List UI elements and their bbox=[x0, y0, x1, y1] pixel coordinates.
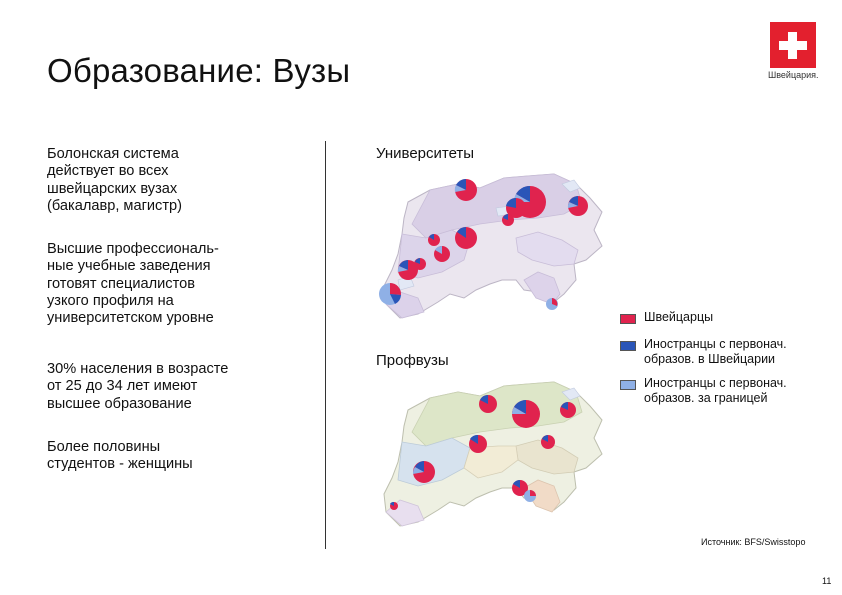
legend-label: Иностранцы с первонач. bbox=[644, 337, 787, 351]
legend-label: Швейцарцы bbox=[644, 310, 714, 324]
swiss-cross-icon bbox=[770, 22, 816, 68]
bullet-population bbox=[47, 361, 228, 413]
pie-st-gallen bbox=[568, 196, 588, 216]
swiss-logo bbox=[768, 22, 819, 80]
bullet-line: действует во всех bbox=[47, 163, 169, 180]
source-note: Источник: BFS/Swisstopo bbox=[701, 537, 806, 547]
vertical-divider bbox=[325, 141, 326, 549]
pie-supsi bbox=[524, 490, 536, 502]
bullet-line: 30% населения в возрасте bbox=[47, 361, 229, 377]
bullet-line: (бакалавр, магистр) bbox=[47, 197, 183, 214]
bullet-profvuz bbox=[47, 241, 219, 327]
pie-geneva bbox=[379, 283, 401, 305]
pie-neuchatel bbox=[428, 234, 440, 246]
legend-swatch bbox=[620, 380, 636, 390]
pie-fho-ostschweiz bbox=[560, 402, 576, 418]
legend-label: образов. в Швейцарии bbox=[644, 352, 776, 366]
pie-zfh-zurich bbox=[512, 400, 540, 428]
bullet-line: готовят специалистов bbox=[47, 275, 195, 292]
legend-swatch bbox=[620, 341, 636, 351]
pie-geneva-fh bbox=[390, 502, 398, 510]
legend-swatch bbox=[620, 314, 636, 324]
page-number: 11 bbox=[822, 576, 832, 586]
profvuz-map bbox=[378, 376, 610, 538]
bullet-line: ные учебные заведения bbox=[47, 258, 211, 275]
pie-luzern bbox=[502, 214, 514, 226]
pie-fribourg bbox=[434, 246, 450, 262]
legend-label: образов. за границей bbox=[644, 391, 768, 405]
bullet-line: Более половины bbox=[47, 439, 161, 455]
pie-hes-so bbox=[413, 461, 435, 483]
pie-epfl bbox=[414, 258, 426, 270]
pie-lugano bbox=[546, 298, 558, 310]
bullet-line: узкого профиля на bbox=[47, 292, 174, 309]
logo-text: Швейцария. bbox=[768, 70, 819, 80]
universities-map bbox=[378, 168, 610, 330]
pie-fh-nordwestschweiz bbox=[479, 395, 497, 413]
bullet-women bbox=[47, 439, 193, 474]
bullet-line: Болонская система bbox=[47, 146, 179, 162]
pie-bfh-bern bbox=[469, 435, 487, 453]
bullet-line: высшее образование bbox=[47, 395, 192, 412]
bullet-line: университетском уровне bbox=[47, 310, 214, 327]
universities-title: Университеты bbox=[376, 145, 475, 162]
bullet-bologna bbox=[47, 146, 182, 215]
legend-label: Иностранцы с первонач. bbox=[644, 376, 787, 390]
pie-bern bbox=[455, 227, 477, 249]
bullet-line: от 25 до 34 лет имеют bbox=[47, 378, 198, 395]
bullet-line: студентов - женщины bbox=[47, 456, 193, 473]
profvuz-title: Профвузы bbox=[376, 352, 449, 369]
bullet-line: швейцарских вузах bbox=[47, 180, 178, 197]
pie-fhz-zentralschweiz bbox=[541, 435, 555, 449]
page-title: Образование: Вузы bbox=[47, 52, 351, 89]
bullet-line: Высшие профессиональ- bbox=[47, 241, 219, 257]
